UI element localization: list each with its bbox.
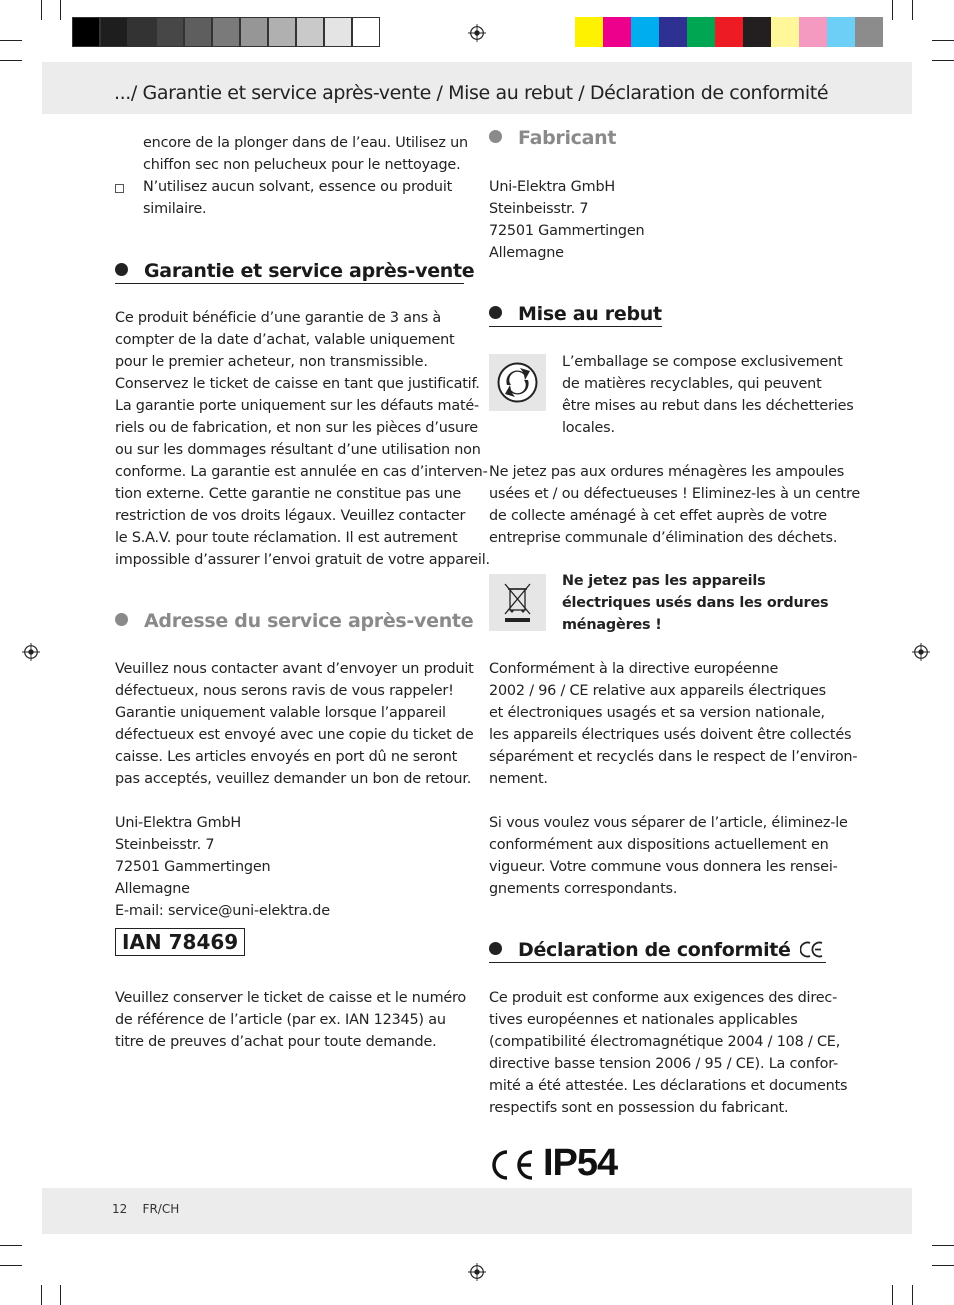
text-line: séparément et recyclés dans le respect de l’environ- xyxy=(489,749,858,765)
text-line: Uni-Elektra GmbH xyxy=(115,815,241,831)
page-header xyxy=(42,62,912,114)
text-line: Steinbeisstr. 7 xyxy=(489,201,589,217)
text-line: pas acceptés, veuillez demander un bon de retour. xyxy=(115,771,472,787)
crop-mark xyxy=(932,1265,954,1266)
ian-number: IAN 78469 xyxy=(115,928,245,956)
text-line: de matières recyclables, qui peuvent xyxy=(562,376,822,392)
crossed-bin-icon xyxy=(489,574,546,631)
crop-mark xyxy=(932,1245,954,1246)
registration-mark-icon xyxy=(912,643,930,661)
green-dot-recycling-icon xyxy=(489,354,546,411)
text-line: nement. xyxy=(489,771,548,787)
crop-mark xyxy=(932,60,954,61)
text-line: pour le premier acheteur, non transmissible. xyxy=(115,354,428,370)
text-line: défectueux, nous serons ravis de vous rappeler! xyxy=(115,683,454,699)
crop-mark xyxy=(0,40,22,41)
locale-label: FR/CH xyxy=(142,1202,180,1216)
text-line: 72501 Gammertingen xyxy=(115,859,271,875)
bullet-line: similaire. xyxy=(143,201,207,217)
color-swatch xyxy=(184,17,212,47)
text-line: Ne jetez pas aux ordures ménagères les ampoules xyxy=(489,464,845,480)
text-line: riels ou de fabrication, et non sur les pièces d’usure xyxy=(115,420,478,436)
text-line: être mises au rebut dans les déchetteries xyxy=(562,398,854,414)
color-swatch xyxy=(575,17,603,47)
crop-mark xyxy=(0,60,22,61)
registration-mark-icon xyxy=(468,1263,486,1281)
checkbox-bullet-icon xyxy=(115,184,124,193)
crop-mark xyxy=(0,1265,22,1266)
page-title: .../ Garantie et service après-vente / Mise au rebut / Déclaration de conformité xyxy=(114,82,829,104)
crop-mark xyxy=(912,1285,913,1305)
crop-mark xyxy=(892,0,893,20)
text-line: de collecte aménagé à cet effet auprès de votre xyxy=(489,508,827,524)
ip-rating: IP54 xyxy=(543,1142,618,1184)
text-line: tion externe. Cette garantie ne constitue pas une xyxy=(115,486,462,502)
text-line: les appareils électriques usés doivent être collectés xyxy=(489,727,852,743)
text-line: L’emballage se compose exclusivement xyxy=(562,354,843,370)
color-swatch xyxy=(296,17,324,47)
bullet-line: N’utilisez aucun solvant, essence ou produit xyxy=(143,179,453,195)
ce-mark-icon xyxy=(800,941,826,958)
text-line[interactable]: E-mail: service@uni-elektra.de xyxy=(115,903,330,919)
crop-mark xyxy=(892,1285,893,1305)
color-swatch xyxy=(128,17,156,47)
text-line: compter de la date d’achat, valable uniquement xyxy=(115,332,455,348)
text-line: (compatibilité électromagnétique 2004 / 108 / CE, xyxy=(489,1034,841,1050)
text-line: conforme. La garantie est annulée en cas d’interven- xyxy=(115,464,488,480)
text-line: restriction de vos droits légaux. Veuillez contacter xyxy=(115,508,466,524)
color-swatch xyxy=(631,17,659,47)
text-line: Ce produit bénéficie d’une garantie de 3 ans à xyxy=(115,310,442,326)
color-swatch xyxy=(352,17,380,47)
color-bar xyxy=(575,17,883,47)
crop-mark xyxy=(932,40,954,41)
service-address-heading: Adresse du service après-vente xyxy=(115,610,473,632)
registration-mark-icon xyxy=(22,643,40,661)
text-line: conformément aux dispositions actuellement en xyxy=(489,837,829,853)
bullet-dot-icon xyxy=(489,942,502,955)
text-line: titre de preuves d’achat pour toute demande. xyxy=(115,1034,437,1050)
text-line: de référence de l’article (par ex. IAN 12345) au xyxy=(115,1012,446,1028)
bullet-dot-icon xyxy=(115,613,128,626)
text-line: Garantie uniquement valable lorsque l’appareil xyxy=(115,705,446,721)
text-line: défectueux est envoyé avec une copie du ticket de xyxy=(115,727,474,743)
text-line: respectifs sont en possession du fabricant. xyxy=(489,1100,789,1116)
manufacturer-heading: Fabricant xyxy=(489,127,616,149)
text-line: Conformément à la directive européenne xyxy=(489,661,779,677)
crop-mark xyxy=(912,0,913,20)
intro-line: chiffon sec non pelucheux pour le nettoyage. xyxy=(143,157,461,173)
color-swatch xyxy=(855,17,883,47)
intro-line: encore de la plonger dans de l’eau. Utilisez un xyxy=(143,135,468,151)
crop-mark xyxy=(60,1285,61,1305)
text-line: Veuillez conserver le ticket de caisse et le numéro xyxy=(115,990,467,1006)
text-line: et électroniques usagés et sa version nationale, xyxy=(489,705,825,721)
registration-mark-icon xyxy=(468,24,486,42)
bullet-dot-icon xyxy=(489,306,502,319)
text-line: Uni-Elektra GmbH xyxy=(489,179,615,195)
disposal-heading: Mise au rebut xyxy=(489,303,662,327)
text-line: Veuillez nous contacter avant d’envoyer un produit xyxy=(115,661,474,677)
text-line: directive basse tension 2006 / 95 / CE). La confor- xyxy=(489,1056,839,1072)
text-line: Ce produit est conforme aux exigences des direc- xyxy=(489,990,838,1006)
text-line: impossible d’assurer l’envoi gratuit de votre appareil. xyxy=(115,552,490,568)
color-swatch xyxy=(72,17,100,47)
text-line: Allemagne xyxy=(489,245,564,261)
text-line: électriques usés dans les ordures xyxy=(562,595,829,611)
color-swatch xyxy=(212,17,240,47)
crop-mark xyxy=(41,1285,42,1305)
conformity-heading: Déclaration de conformité xyxy=(489,939,826,963)
color-swatch xyxy=(156,17,184,47)
text-line: tives européennes et nationales applicables xyxy=(489,1012,798,1028)
color-swatch xyxy=(240,17,268,47)
color-swatch xyxy=(659,17,687,47)
text-line: mité a été attestée. Les déclarations et documents xyxy=(489,1078,848,1094)
color-swatch xyxy=(603,17,631,47)
text-line: gnements correspondants. xyxy=(489,881,678,897)
color-swatch xyxy=(324,17,352,47)
text-line: La garantie porte uniquement sur les défauts maté- xyxy=(115,398,480,414)
crop-mark xyxy=(0,1245,22,1246)
bullet-dot-icon xyxy=(489,130,502,143)
color-swatch xyxy=(827,17,855,47)
page-footer xyxy=(42,1188,912,1234)
text-line: Ne jetez pas les appareils xyxy=(562,573,766,589)
page-number: 12 xyxy=(112,1202,128,1216)
text-line: entreprise communale d’élimination des déchets. xyxy=(489,530,838,546)
crop-mark xyxy=(60,0,61,20)
color-swatch xyxy=(268,17,296,47)
color-swatch xyxy=(771,17,799,47)
text-line: Si vous voulez vous séparer de l’article, éliminez-le xyxy=(489,815,848,831)
color-swatch xyxy=(799,17,827,47)
text-line: vigueur. Votre commune vous donnera les rensei- xyxy=(489,859,838,875)
text-line: ou sur les dommages résultant d’une utilisation non xyxy=(115,442,481,458)
text-line: 2002 / 96 / CE relative aux appareils électriques xyxy=(489,683,826,699)
crop-mark xyxy=(41,0,42,20)
ce-mark-icon xyxy=(489,1149,537,1181)
text-line: Conservez le ticket de caisse en tant que justificatif. xyxy=(115,376,480,392)
text-line: locales. xyxy=(562,420,615,436)
color-swatch xyxy=(743,17,771,47)
grayscale-bar xyxy=(72,17,380,47)
text-line: 72501 Gammertingen xyxy=(489,223,645,239)
warranty-heading: Garantie et service après-vente xyxy=(115,260,464,284)
text-line: ménagères ! xyxy=(562,617,662,633)
text-line: caisse. Les articles envoyés en port dû ne seront xyxy=(115,749,458,765)
bullet-dot-icon xyxy=(115,263,128,276)
text-line: usées et / ou défectueuses ! Eliminez-les à un centre xyxy=(489,486,861,502)
color-swatch xyxy=(715,17,743,47)
text-line: Steinbeisstr. 7 xyxy=(115,837,215,853)
color-swatch xyxy=(100,17,128,47)
text-line: le S.A.V. pour toute réclamation. Il est autrement xyxy=(115,530,458,546)
text-line: Allemagne xyxy=(115,881,190,897)
color-swatch xyxy=(687,17,715,47)
